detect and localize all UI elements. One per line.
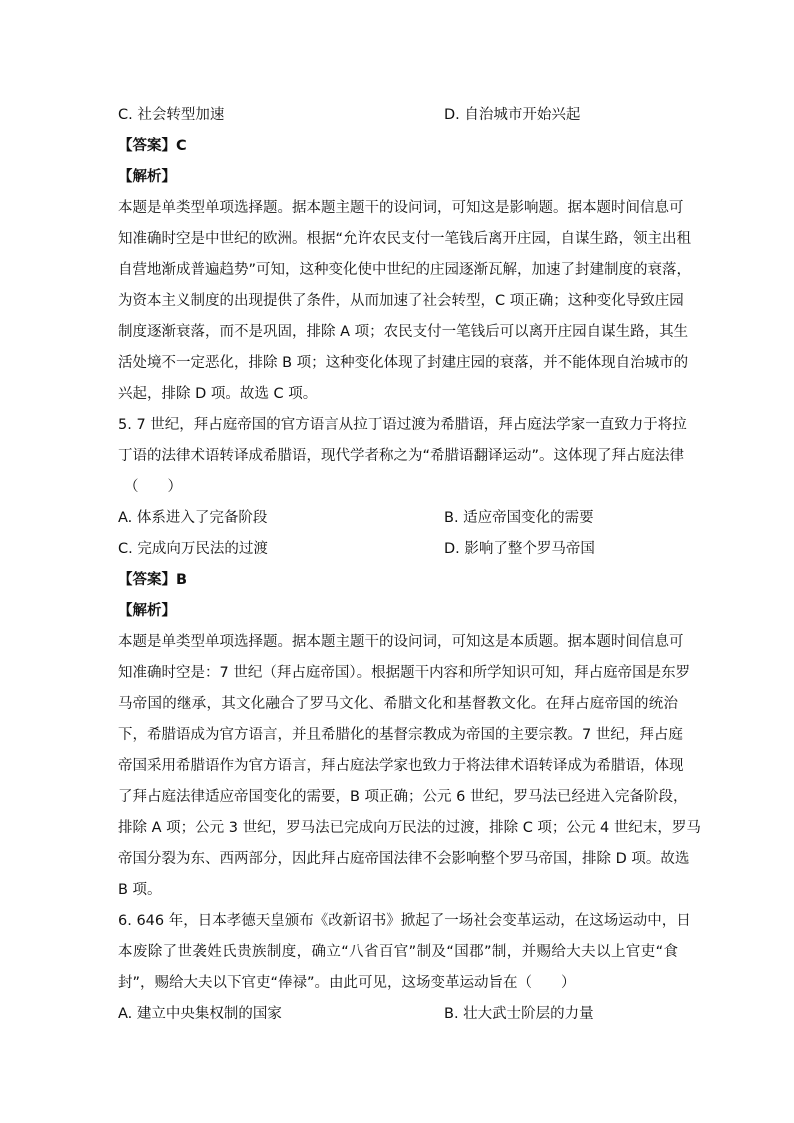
analysis-line: 为资本主义制度的出现提供了条件，从而加速了社会转型，C 项正确；这种变化导致庄园	[118, 293, 684, 309]
analysis-line: 知准确时空是中世纪的欧洲。根据“允许农民支付一笔钱后离开庄园，自谋生路，领主出租	[118, 231, 692, 247]
analysis-line: 知准确时空是：7 世纪（拜占庭帝国）。根据题干内容和所学知识可知，拜占庭帝国是东罗	[118, 665, 691, 681]
analysis-line: 本题是单类型单项选择题。据本题主题干的设问词，可知这是影响题。据本题时间信息可	[118, 200, 684, 216]
option-b: B. 壮大武士阶层的力量	[444, 1006, 594, 1022]
answer-line	[118, 131, 678, 162]
option-b: B. 适应帝国变化的需要	[444, 510, 594, 526]
analysis-line: 马帝国的继承，其文化融合了罗马文化、希腊文化和基督教文化。在拜占庭帝国的统治	[118, 696, 678, 712]
question-stem-line: 丁语的法律术语转译成希腊语，现代学者称之为“希腊语翻译运动”。这体现了拜占庭法律	[118, 448, 685, 464]
option-row	[118, 503, 678, 534]
analysis-line: B 项。	[118, 882, 162, 898]
analysis-line: 排除 A 项；公元 3 世纪，罗马法已完成向万民法的过渡，排除 C 项；公元 4 世纪末，罗马	[118, 820, 701, 836]
option-row	[118, 999, 678, 1030]
option-c: C. 社会转型加速	[118, 107, 225, 123]
analysis-label: 【解析】	[118, 169, 176, 185]
question-stem-line: 6. 646 年，日本孝德天皇颁布《改新诏书》掀起了一场社会变革运动，在这场运动中，日	[118, 913, 691, 929]
option-row	[118, 534, 678, 565]
analysis-heading	[118, 596, 678, 627]
analysis-label: 【解析】	[118, 603, 176, 619]
analysis-line: 本题是单类型单项选择题。据本题主题干的设问词，可知这是本质题。据本题时间信息可	[118, 634, 684, 650]
page-content	[118, 100, 701, 1030]
analysis-line: 下，希腊语成为官方语言，并且希腊化的基督宗教成为帝国的主要宗教。7 世纪，拜占庭	[118, 727, 683, 743]
analysis-line: 自营地渐成普遍趋势”可知，这种变化使中世纪的庄园逐渐瓦解，加速了封建制度的衰落，	[118, 262, 692, 278]
option-d: D. 自治城市开始兴起	[444, 107, 581, 123]
analysis-line: 制度逐渐衰落，而不是巩固，排除 A 项；农民支付一笔钱后可以离开庄园自谋生路，其生	[118, 324, 689, 340]
answer-line	[118, 565, 678, 596]
answer-blank	[118, 472, 678, 503]
analysis-line: 帝国分裂为东、西两部分，因此拜占庭帝国法律不会影响整个罗马帝国，排除 D 项。故选	[118, 851, 690, 867]
option-d: D. 影响了整个罗马帝国	[444, 541, 595, 557]
answer-label: 【答案】C	[118, 138, 187, 154]
analysis-line: 了拜占庭法律适应帝国变化的需要，B 项正确；公元 6 世纪，罗马法已经进入完备阶段，	[118, 789, 688, 805]
analysis-line: 活处境不一定恶化，排除 B 项；这种变化体现了封建庄园的衰落，并不能体现自治城市的	[118, 355, 689, 371]
answer-parentheses: （ ）	[124, 479, 182, 495]
question-stem-line: 本废除了世袭姓氏贵族制度，确立“八省百官”制及“国郡”制，并赐给大夫以上官吏“食	[118, 944, 678, 960]
option-row	[118, 100, 678, 131]
option-a: A. 建立中央集权制的国家	[118, 1006, 282, 1022]
option-a: A. 体系进入了完备阶段	[118, 510, 268, 526]
question-stem-line: 5. 7 世纪，拜占庭帝国的官方语言从拉丁语过渡为希腊语，拜占庭法学家一直致力于将拉	[118, 417, 687, 433]
analysis-line: 帝国采用希腊语作为官方语言，拜占庭法学家也致力于将法律术语转译成为希腊语，体现	[118, 758, 684, 774]
analysis-line: 兴起，排除 D 项。故选 C 项。	[118, 386, 318, 402]
answer-label: 【答案】B	[118, 572, 188, 588]
question-stem-line: 封”，赐给大夫以下官吏“俸禄”。由此可见，这场变革运动旨在（ ）	[118, 975, 576, 991]
option-c: C. 完成向万民法的过渡	[118, 541, 268, 557]
analysis-heading	[118, 162, 678, 193]
